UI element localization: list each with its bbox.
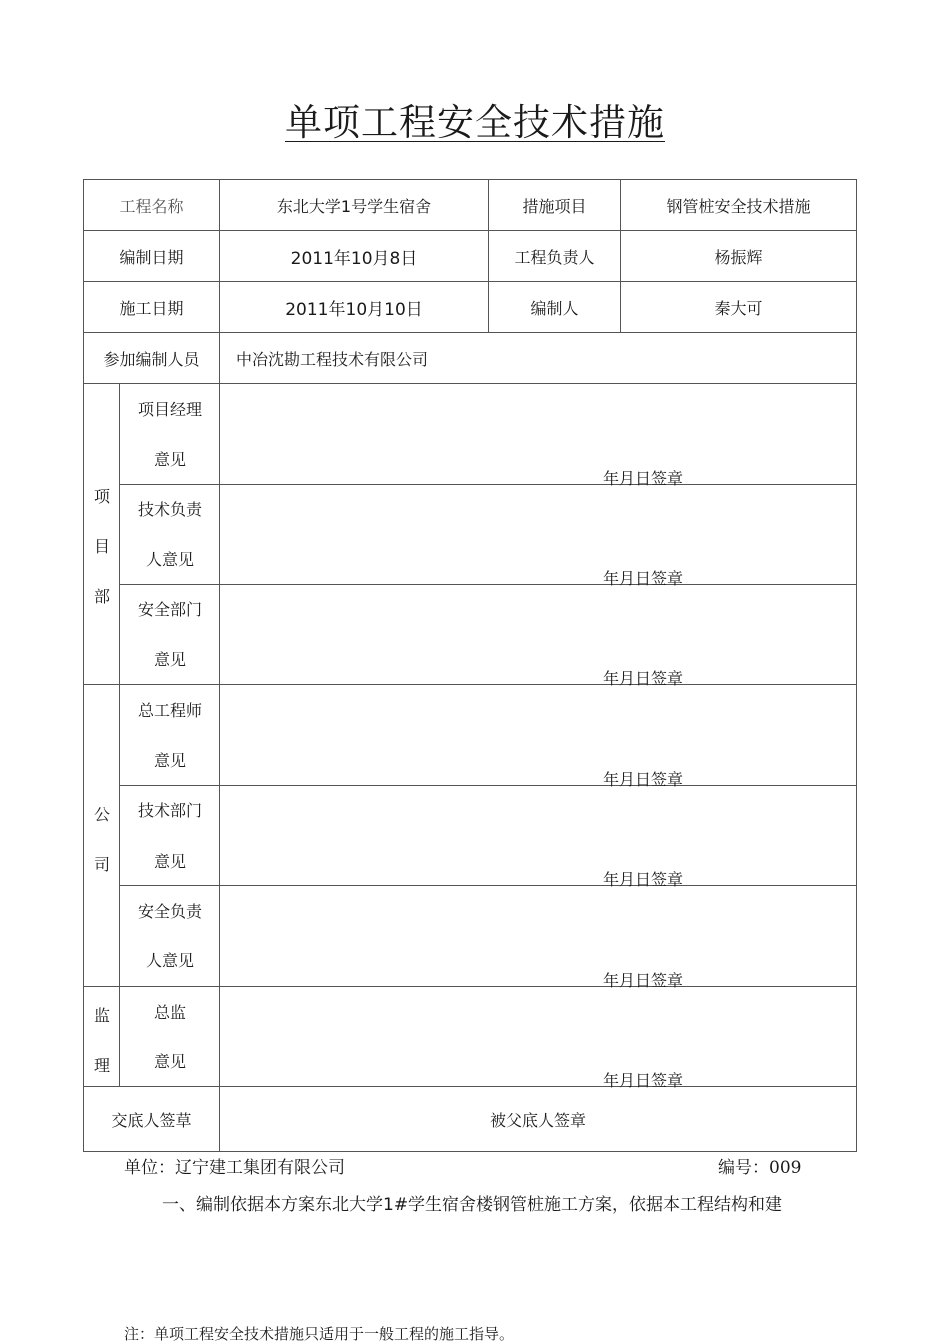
project-name-value: 东北大学1号学生宿舍 [276,196,432,216]
chief-supervisor-opinion-line1: 总监 [153,1003,186,1022]
project-dept-label-3: 部 [93,587,110,606]
tech-lead-sign-stamp: 年月日签章 [603,569,684,588]
construction-date-label: 施工日期 [119,298,184,318]
project-dept-label-1: 项 [93,487,110,506]
safety-lead-sign-stamp: 年月日签章 [603,971,684,990]
tech-dept-opinion-line2: 意见 [153,852,186,871]
company-label-2: 司 [93,855,110,874]
supervision-label-2: 理 [93,1056,110,1075]
safety-dept-opinion-line2: 意见 [153,650,186,669]
participants-value: 中冶沈勘工程技术有限公司 [236,349,429,369]
pm-opinion-line1: 项目经理 [137,400,202,419]
project-name-label: 工程名称 [119,196,184,216]
body-paragraph: 一、编制依据本方案东北大学1#学生宿舍楼钢管桩施工方案，依据本工程结构和建 [162,1195,783,1215]
chief-engineer-opinion-line1: 总工程师 [137,701,202,720]
compiler-value: 秦大可 [714,298,763,318]
page-title: 单项工程安全技术措施 [285,101,665,144]
construction-date-value: 2011年10月10日 [285,299,423,320]
handover-receiver-label: 被父底人签章 [489,1110,586,1130]
safety-dept-opinion-line1: 安全部门 [137,600,202,619]
compile-date-value: 2011年10月8日 [290,248,418,269]
safety-lead-opinion-line2: 人意见 [145,951,194,970]
pm-opinion-line2: 意见 [153,450,186,469]
chief-engineer-opinion-line2: 意见 [153,751,186,770]
supervision-label-1: 监 [93,1006,110,1025]
tech-lead-opinion-line1: 技术负责 [137,500,202,519]
participants-label: 参加编制人员 [103,349,200,369]
footnote: 注：单项工程安全技术措施只适用于一般工程的施工指导。 [124,1325,515,1343]
handover-giver-label: 交底人签草 [111,1110,192,1130]
safety-dept-sign-stamp: 年月日签章 [603,669,684,688]
measure-label: 措施项目 [522,196,587,216]
company-label-1: 公 [93,805,110,824]
measure-value: 钢管桩安全技术措施 [666,196,811,216]
project-lead-value: 杨振辉 [714,247,763,267]
footer-number: 编号：009 [718,1158,802,1178]
project-lead-label: 工程负责人 [514,247,595,267]
tech-dept-opinion-line1: 技术部门 [137,801,202,820]
tech-dept-sign-stamp: 年月日签章 [603,870,684,889]
chief-supervisor-opinion-line2: 意见 [153,1052,186,1071]
pm-sign-stamp: 年月日签章 [603,469,684,488]
chief-supervisor-sign-stamp: 年月日签章 [603,1071,684,1090]
compiler-label: 编制人 [530,298,579,318]
tech-lead-opinion-line2: 人意见 [145,550,194,569]
safety-lead-opinion-line1: 安全负责 [137,902,202,921]
footer-unit: 单位：辽宁建工集团有限公司 [124,1158,345,1178]
chief-engineer-sign-stamp: 年月日签章 [603,770,684,789]
compile-date-label: 编制日期 [119,247,184,267]
project-dept-label-2: 目 [93,537,110,556]
